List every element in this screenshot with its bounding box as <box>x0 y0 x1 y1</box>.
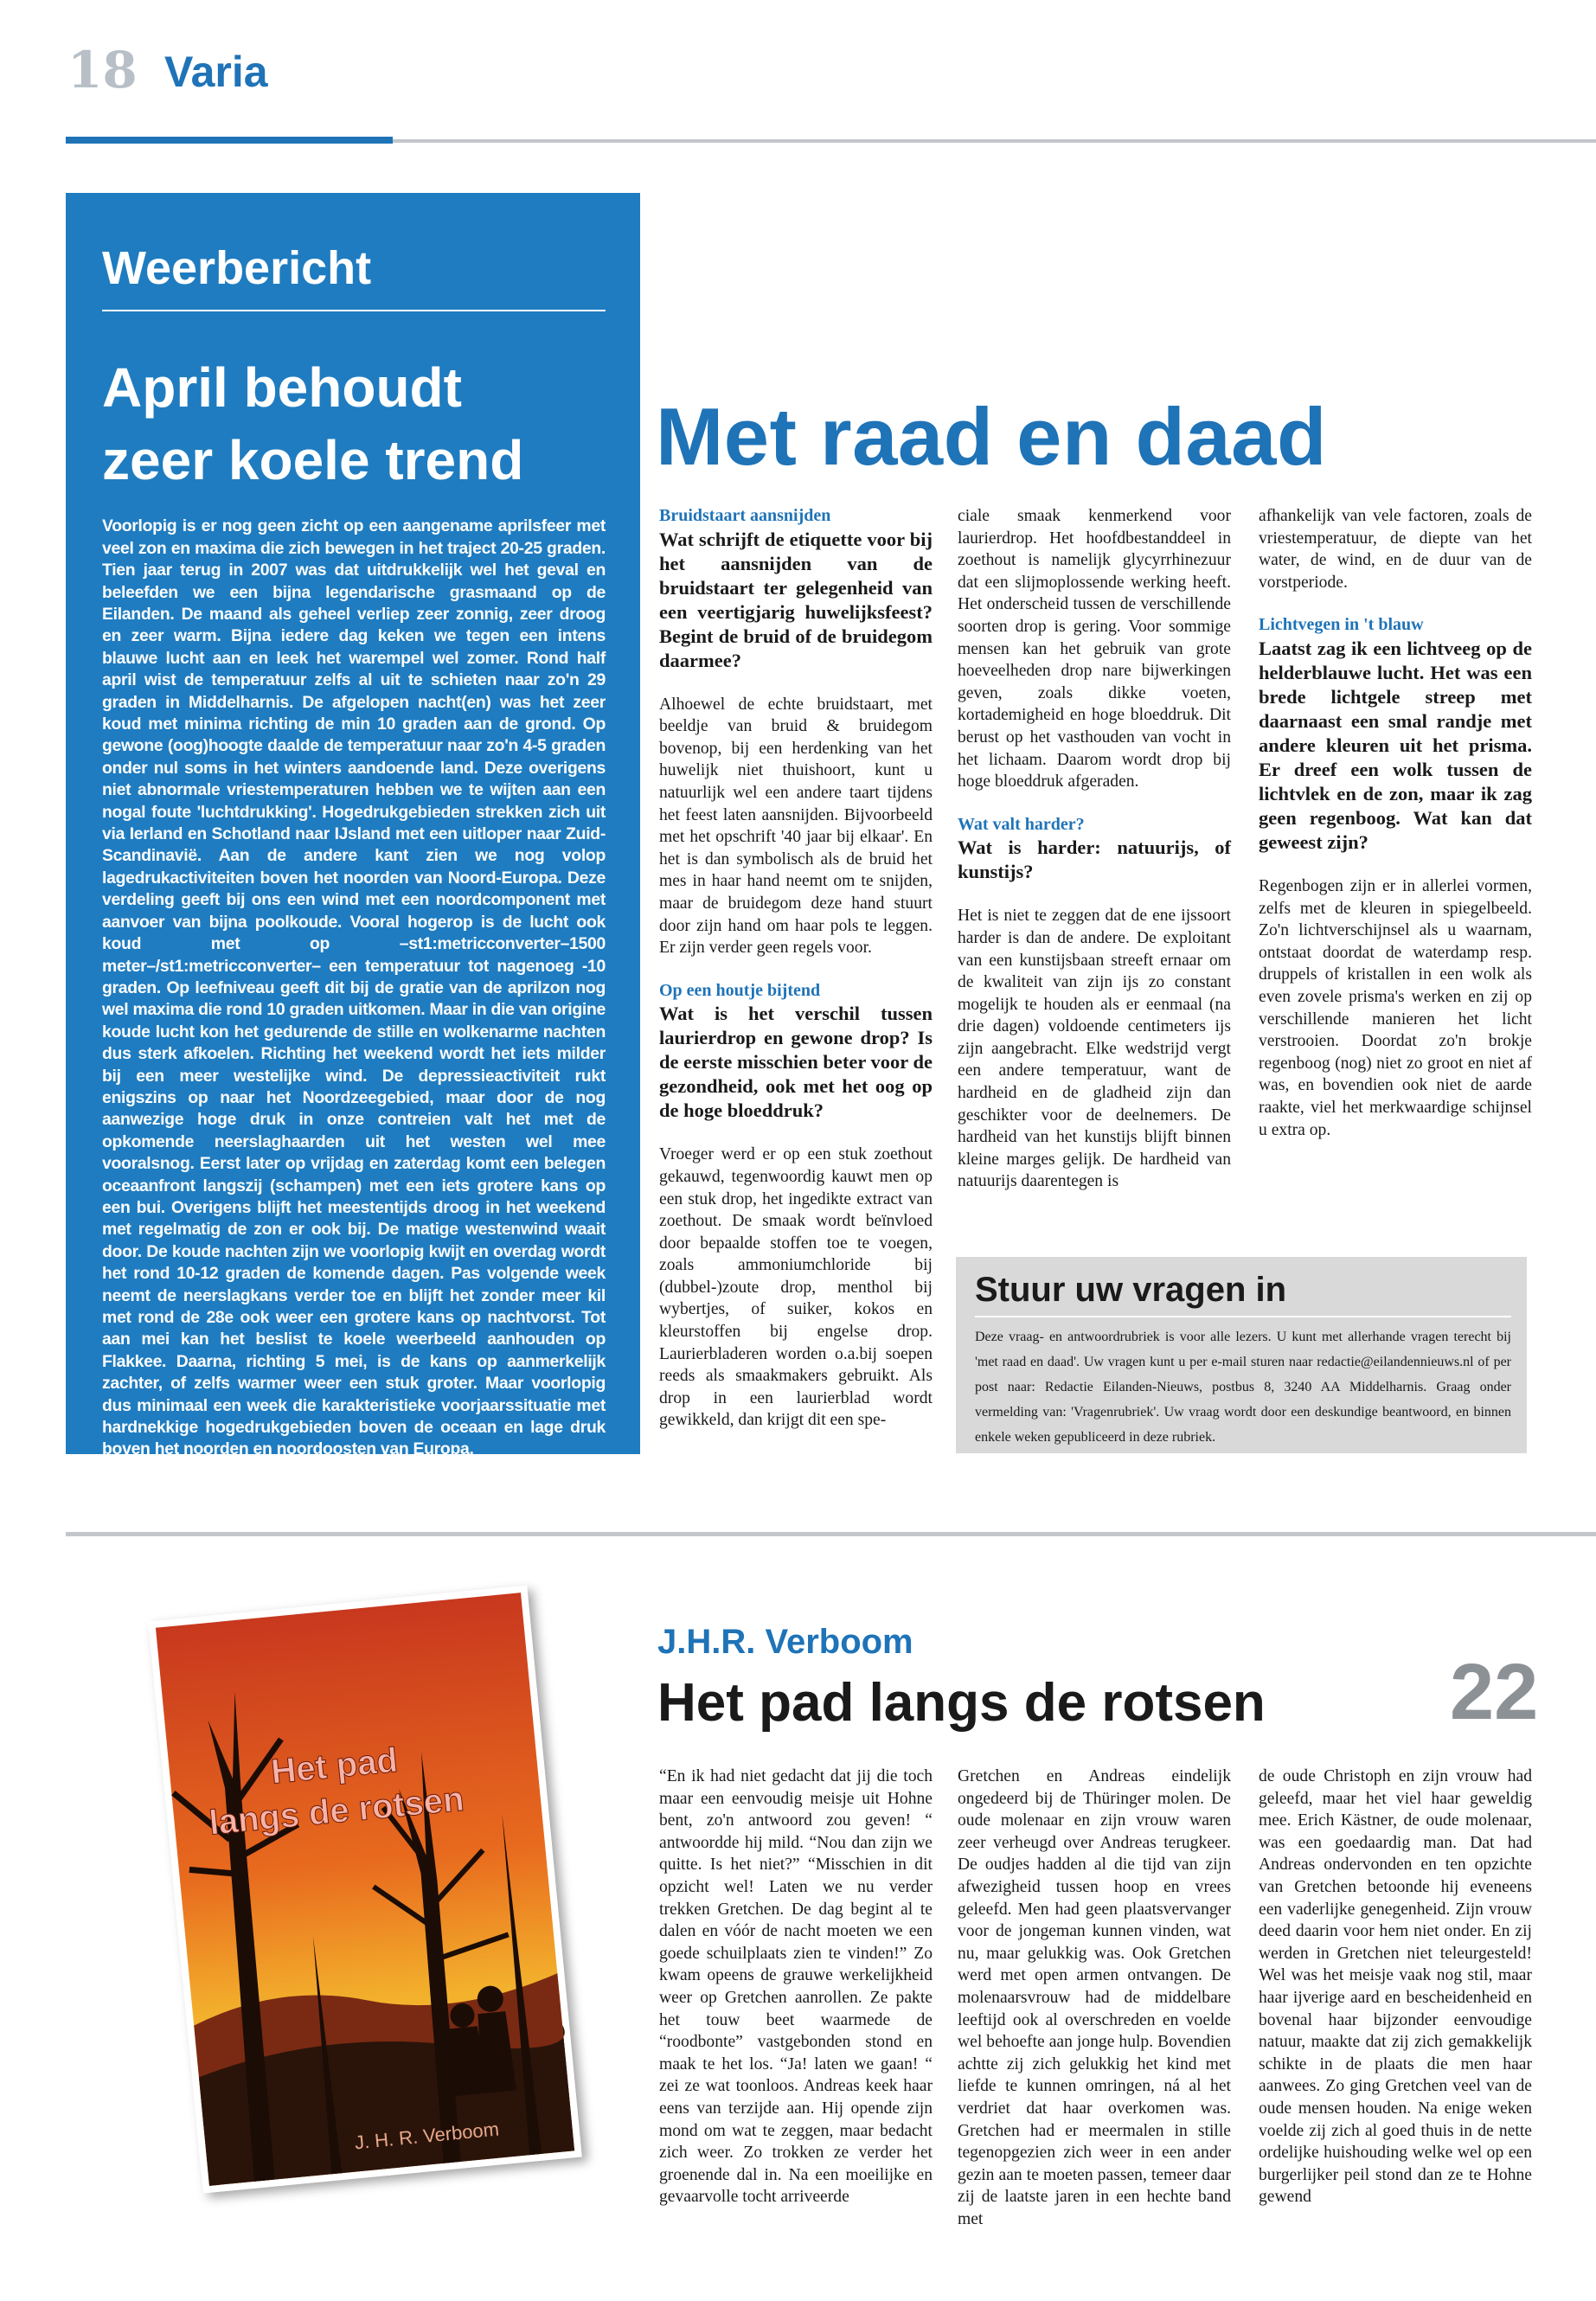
weather-kicker: Weerbericht <box>102 242 372 294</box>
question-box-title: Stuur uw vragen in <box>975 1271 1287 1309</box>
weather-headline <box>102 351 606 497</box>
advice-subhead: Wat valt harder? <box>958 814 1085 834</box>
advice-answer: Het is niet te zeggen dat de ene ijssoort harder is dan de andere. De exploitant van een kunstijsbaan streeft ernaar om de kwaliteit van zijn ijs zo constant mogelijk te houden als er eenmaal (na drie dagen) voldoende centimeters ijs zijn aangebracht. Elke wedstrijd vergt een andere temperatuur, want de hardheid en de gladheid zijn dan geschikter voor de deelnemers. De hardheid van het kunstijs blijft binnen kleine marges gelijk. De hardheid van natuurijs daarentegen is <box>958 907 1231 1191</box>
advice-question: Laatst zag ik een lichtveeg op de helderblauwe lucht. Het was een brede lichtgele streep met daarnaast een smal randje met andere kleuren uit het prisma. Er dreef een wolk tussen de lichtvlek en de zon, maar ik zag geen regenboog. Wat kan dat geweest zijn? <box>1259 637 1532 853</box>
section-divider <box>66 1532 1596 1536</box>
serial-text: de oude Christoph en zijn vrouw had geleefd, maar het viel haar geweldig mee. Erich Kästner, de oude molenaar, was een goedaardig man. Dat had Andreas ondervonden en ten opzichte van Gretchen betoonde hij eveneens een vaderlijke genegenheid. Zijn vrouw deed daarin voor hem niet onder. En zij werden in Gretchen niet teleurgesteld! Wel was het meisje vaak nog stil, maar haar ijverige aard en bescheidenheid en bovenal haar bijzonder eenvoudige natuur, maakte dat zij zich gemakkelijk schikte in de plaats die men haar aanwees. Zo ging Gretchen veel van de oude mensen houden. Na enige weken voelde zij zich al goed thuis in de nette ordelijke huishouding welke wel op een burgerlijker peil stond dan ze te Hohne gewend <box>1259 1767 1532 2207</box>
book-cover-title-line2: langs de rotsen <box>207 1779 466 1843</box>
advice-column-3 <box>1259 505 1532 1141</box>
header-rule-accent <box>66 137 393 144</box>
serial-column-3 <box>1259 1766 1532 2208</box>
advice-subhead: Lichtvegen in 't blauw <box>1259 615 1424 635</box>
book-cover-illustration <box>148 1585 582 2193</box>
advice-title: Met raad en daad <box>656 391 1327 482</box>
weather-byline: Door weerman Marc Putto <box>343 1474 606 1502</box>
serial-column-1 <box>659 1766 933 2208</box>
weather-kicker-rule <box>102 310 606 311</box>
serial-title: Het pad langs de rotsen <box>657 1673 1266 1733</box>
advice-answer: Regenbogen zijn er in allerlei vormen, zelfs met de kleuren in spiegelbeeld. Zo'n lichtverschijnsel als u waarnam, ontstaat doordat de waterdamp resp. druppels of kristallen in een wolk als even zovele prisma's werken en zij op verschillende manieren het licht verstrooien. Doordat zo'n brokje regenboog (nog) niet zo groot en niet af was, en bovendien ook niet de aarde raakte, viel het merkwaardige schijnsel u extra op. <box>1259 876 1532 1139</box>
weather-body: Voorlopig is er nog geen zicht op een aangename aprilsfeer met veel zon en maxima die zich bewegen in het traject 20-25 graden. Tien jaar terug in 2007 was dat uitdrukkelijk wel het geval en beleefden we een bijna legendarische grasmaand op de Eilanden. De maand als geheel verliep zeer zonnig, zeer droog en zeer warm. Bijna iedere dag keken we tegen een intens blauwe lucht aan en leek het warempel wel zomer. Rond half april wist de temperatuur zelfs al uit te schieten naar zo'n 29 graden in Middelharnis. De afgelopen nacht(en) was het zeer koud met minima richting de min 10 graden aan de grond. Op gewone (oog)hoogte daalde de temperatuur naar zo'n 4-5 graden onder nul soms in het winters aandoende land. Deze overigens niet abnormale vriestemperaturen hebben we te wijten aan een nogal foute 'luchtdrukking'. Hogedrukgebieden strekken zich uit via Ierland en Schotland naar IJsland met een uitloper naar Zuid-Scandinavië. Aan de andere kant zien we nog volop lagedrukactiviteiten boven het noorden van Noord-Europa. Deze verdeling geeft bij ons een wind met een noordcomponent met aanvoer van bijna poolkoude. Vooral hogerop is de lucht ook koud met op –st1:metricconverter–1500 meter–/st1:metricconverter– een temperatuur tot nagenoeg -10 graden. Op leefniveau geeft dit bij de gratie van de aprilzon nog wel maxima die rond 10 graden uitkomen. Maar in die van origine koude lucht kon het gedurende de stille en wolkenarme nachten dus sterk afkoelen. Richting het weekend wordt het iets milder bij een meer westelijke wind. De depressieactiviteit rukt enigszins op naar het Noordzeegebied, maar door de nog aanwezige hoge druk in onze contreien valt het met de opkomende neerslaghaarden uit het westen wel mee vooralsnog. Eerst later op vrijdag en zaterdag komt een belegen oceaanfront langszij (schampen) met een iets grotere kans op een bui. Overigens blijft het meestentijds droog in het weekend met regelmatig de zon er ook bij. De matige westenwind waait door. De koude nachten zijn we voorlopig kwijt en overdag wordt het rond 10-12 graden de komende dagen. Pas volgende week neemt de neerslagkans verder toe en blijft het zonder meer kil met rond de 28e ook weer een grotere kans op nachtvorst. Tot aan mei kan het beslist te koele weerbeeld aanhouden op Flakkee. Daarna, richting 5 mei, is de kans op aanmerkelijk zachter, of zelfs warmer weer een stuk groter. Maar voorlopig dus minimaal een week die karakteristieke voorjaarssituatie met hardnekkige hogedrukgebieden boven de oceaan en lage druk boven het noorden en noordoosten van Europa. <box>102 516 606 1459</box>
advice-answer: Vroeger werd er op een stuk zoethout gekauwd, tegenwoordig kauwt men op een stuk drop, het ingedikte extract van zoethout. De smaak wordt beïnvloed door bepaalde stoffen toe te voegen, zoals ammoniumchloride bij (dubbel-)zoute drop, menthol bij wybertjes, of suiker, kokos en kleurstoffen bij engelse drop. Laurierbladeren worden o.a.bij soepen reeds als smaakmakers gebruikt. Als drop in een laurierblad wordt gewikkeld, dan krijgt dit een spe- <box>659 1145 933 1430</box>
serial-text: “En ik had niet gedacht dat jij die toch maar een eenvoudig meisje uit Hohne bent, zo'n antwoord zou geven! “ antwoordde hij mild. “Nou dan zijn we quitte. Is het niet?” “Misschien in dit opzicht wel! Laten we nu verder trekken Gretchen. De dag begint al te dalen en vóór de nacht moeten we een goede schuilplaats zien te vinden!” Zo kwam opeens de grauwe werkelijkheid weer op Gretchen aanrollen. Ze pakte het touw beet waarmede de “roodbonte” vastgebonden stond en maak te het los. “Ja! laten we gaan! “ zei ze wat toonloos. Andreas keek haar eens van terzijde aan. Hij opende zijn mond om wat te zeggen, maar bedacht zich weer. Zo trokken ze verder het groenende dal in. Na een moeilijke en gevaarvolle tocht arriveerde <box>659 1767 933 2207</box>
advice-column-2 <box>958 505 1231 1193</box>
header-rule <box>393 139 1596 143</box>
book-cover-title-line1: Het pad <box>269 1740 400 1791</box>
episode-number: 22 <box>1450 1648 1539 1736</box>
advice-question: Wat schrijft de etiquette voor bij het aansnijden van de bruidstaart ter gelegenheid van een veertigjarig huwelijksfeest? Begint de bruid of de bruidegom daarmee? <box>659 528 933 671</box>
serial-column-2 <box>958 1766 1231 2230</box>
advice-subhead: Op een houtje bijtend <box>659 980 821 1000</box>
weather-article <box>66 193 640 1502</box>
advice-question: Wat is harder: natuurijs, of kunstijs? <box>958 836 1231 883</box>
serial-author: J.H.R. Verboom <box>657 1623 913 1661</box>
weather-headline-line2: zeer koele trend <box>102 429 524 492</box>
page-number: 18 <box>67 41 138 99</box>
question-box-text: Deze vraag- en antwoordrubriek is voor alle lezers. U kunt met allerhande vragen terecht bij 'met raad en daad'. Uw vragen kunt u per e-mail sturen naar redactie@eilandennieuws.nl of per post naar: Redactie Eilanden-Nieuws, postbus 8, 3240 AA Middelharnis. Graag onder vermelding van: 'Vragenrubriek'. Uw vraag wordt door een deskundige beantwoord, en binnen enkele weken gepubliceerd in deze rubriek. <box>975 1330 1511 1445</box>
advice-answer: afhankelijk van vele factoren, zoals de vriestemperatuur, de diepte van het water, de wind, en de duur van de vorstperiode. <box>1259 507 1532 592</box>
advice-subhead: Bruidstaart aansnijden <box>659 506 831 525</box>
weather-headline-line1: April behoudt <box>102 356 462 420</box>
question-box-rule <box>975 1316 1511 1317</box>
serial-text: Gretchen en Andreas eindelijk ongedeerd bij de Thüringer molen. De oude molenaar en zijn vrouw waren zeer verheugd over Andreas terugkeer. De oudjes hadden al die tijd van zijn afwezigheid tussen hoop en vrees geleefd. Men had geen plaatsvervanger voor de jongeman kunnen vinden, wat nu, maar gelukkig was. Ook Gretchen werd met open armen ontvangen. De molenaarsvrouw had de middelbare leeftijd ook al overschreden en voelde wel behoefte aan jonge hulp. Bovendien achtte zij zich gelukkig het kind met liefde te kunnen omringen, ná al het verdriet dat haar overkomen was. Gretchen had er meermalen in stille tegenopgezien zich weer in een ander gezin aan te moeten passen, temeer daar zij de laatste jaren in een hechte band met <box>958 1767 1231 2228</box>
advice-answer: ciale smaak kenmerkend voor laurierdrop. Het hoofdbestanddeel in zoethout is namelijk glycyrrhinezuur dat een slijmoplossende werking heeft. Het onderscheid tussen de verschillende soorten drop is gering. Voor sommige mensen kan het gebruik van grote hoeveelheden drop nare bijwerkingen geven, zoals dikke voeten, kortademigheid en hoge bloeddruk. Dit berust op het vasthouden van vocht in het lichaam. Daarom wordt drop bij hoge bloeddruk afgeraden. <box>958 507 1231 792</box>
advice-question: Wat is het verschil tussen laurierdrop en gewone drop? Is de eerste misschien beter voor de gezondheid, ook met het oog op de hoge bloeddruk? <box>659 1003 933 1122</box>
book-cover <box>148 1585 582 2193</box>
advice-column-1 <box>659 505 933 1432</box>
section-title: Varia <box>164 48 268 96</box>
book-cover-author: J. H. R. Verboom <box>353 2118 500 2154</box>
question-box <box>956 1257 1527 1453</box>
advice-answer: Alhoewel de echte bruidstaart, met beeldje van bruid & bruidegom bovenop, bij een herdenking van het huwelijk niet thuishoort, kunt u natuurlijk wel een andere taart tijdens het feest laten aansnijden. Bijvoorbeeld met het opschrift '40 jaar bij elkaar'. En het is dan symbolisch als de bruid het mes in haar hand neemt om te snijden, maar de bruidegom deze hand stuurt door zijn hand om haar pols te leggen. Er zijn verder geen regels voor. <box>659 695 933 958</box>
